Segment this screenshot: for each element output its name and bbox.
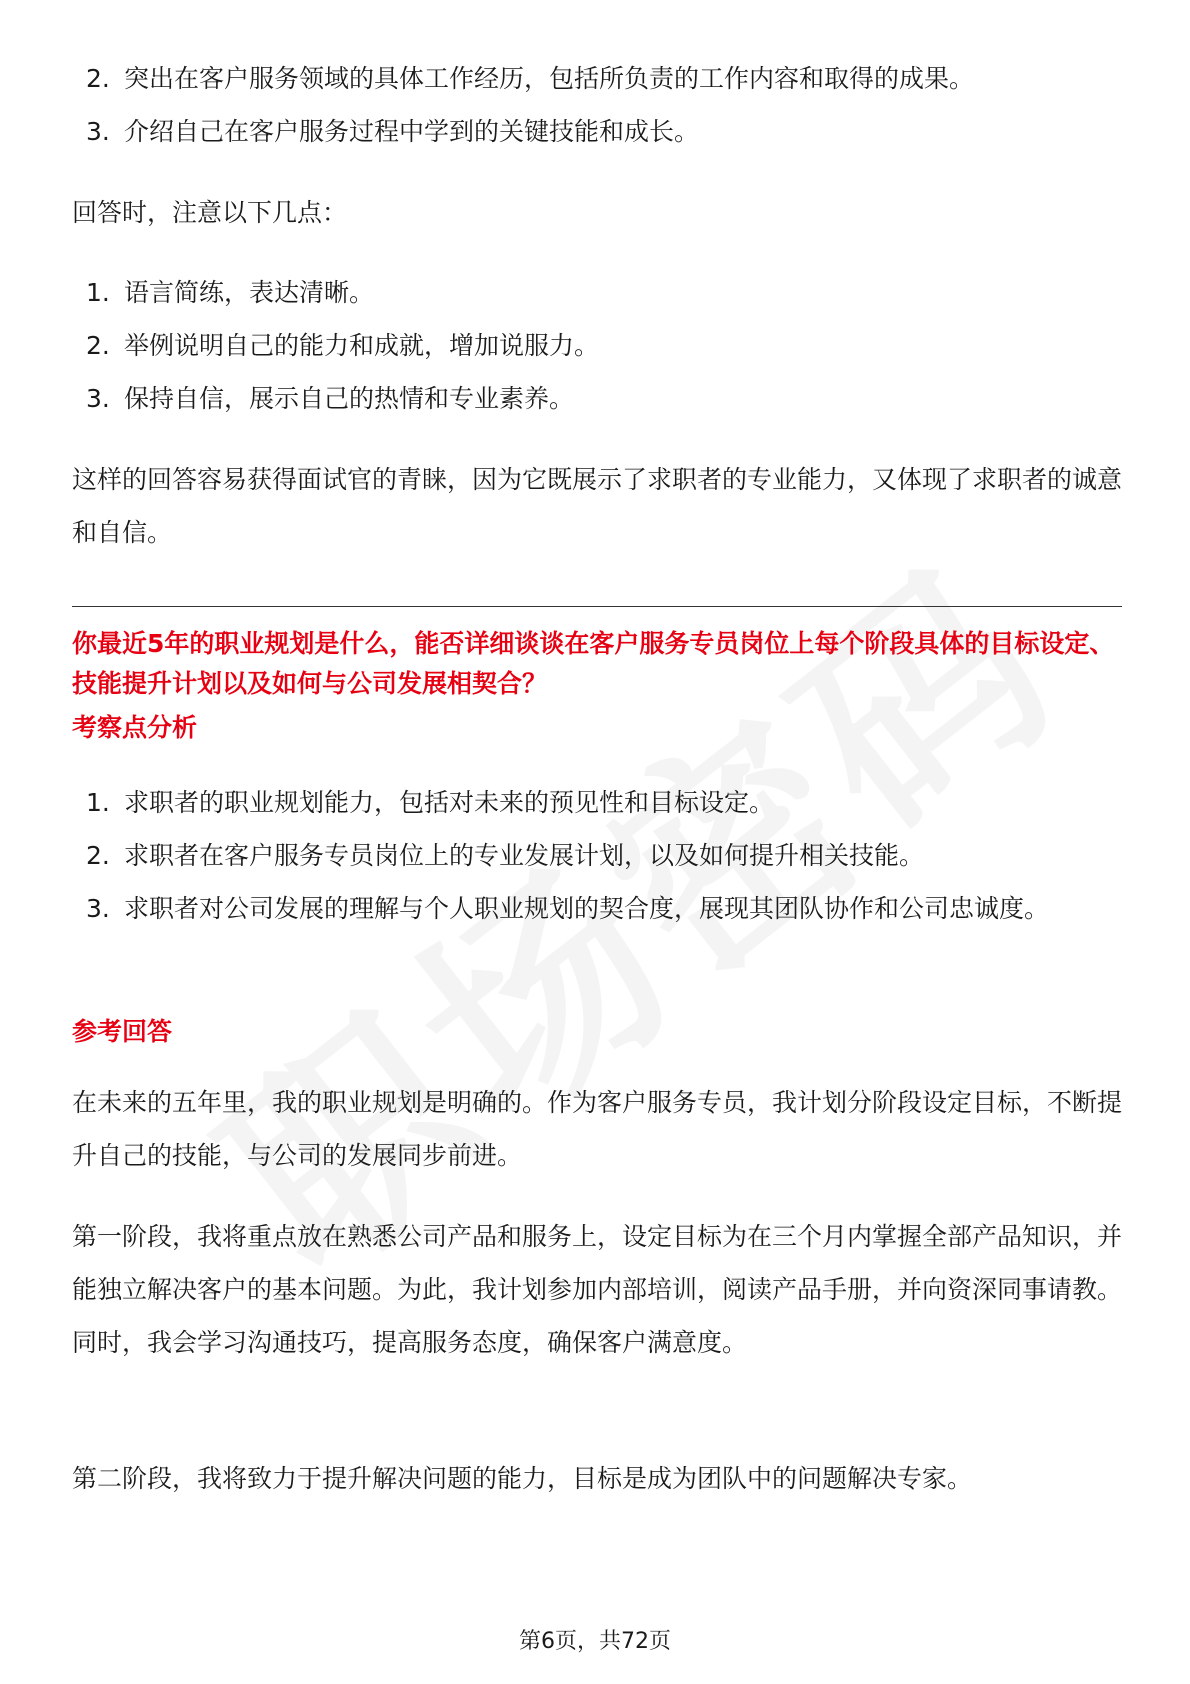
section-divider	[72, 606, 1122, 607]
answer-paragraph: 第二阶段，我将致力于提升解决问题的能力，目标是成为团队中的问题解决专家。	[72, 1464, 973, 1493]
list-item-text: 介绍自己在客户服务过程中学到的关键技能和成长。	[124, 117, 700, 146]
list-continued	[72, 52, 1122, 158]
list-item-text: 语言简练，表达清晰。	[124, 278, 375, 307]
tips-list	[72, 266, 1122, 425]
list-item: 1. 求职者的职业规划能力，包括对未来的预见性和目标设定。	[86, 788, 775, 817]
list-item-text: 求职者的职业规划能力，包括对未来的预见性和目标设定。	[124, 788, 775, 817]
list-item: 1. 语言简练，表达清晰。	[86, 278, 375, 307]
page-footer: 第6页，共72页	[519, 1629, 671, 1654]
list-item: 3. 保持自信，展示自己的热情和专业素养。	[86, 384, 575, 413]
list-item: 2. 求职者在客户服务专员岗位上的专业发展计划，以及如何提升相关技能。	[86, 841, 925, 870]
conclusion-paragraph: 这样的回答容易获得面试官的青睐，因为它既展示了求职者的专业能力，又体现了求职者的诚意和自信。	[72, 465, 1123, 547]
document-page	[72, 0, 1122, 1684]
list-item-text: 举例说明自己的能力和成就，增加说服力。	[124, 331, 600, 360]
list-item: 3. 求职者对公司发展的理解与个人职业规划的契合度，展现其团队协作和公司忠诚度。	[86, 894, 1050, 923]
answer-paragraph: 在未来的五年里，我的职业规划是明确的。作为客户服务专员，我计划分阶段设定目标，不断提升自己的技能，与公司的发展同步前进。	[72, 1088, 1123, 1170]
list-item: 2. 突出在客户服务领域的具体工作经历，包括所负责的工作内容和取得的成果。	[86, 64, 975, 93]
list-item: 2. 举例说明自己的能力和成就，增加说服力。	[86, 331, 600, 360]
question-title: 你最近5年的职业规划是什么，能否详细谈谈在客户服务专员岗位上每个阶段具体的目标设定、技能提升计划以及如何与公司发展相契合？	[72, 629, 1115, 698]
answer-paragraph: 第一阶段，我将重点放在熟悉公司产品和服务上，设定目标为在三个月内掌握全部产品知识，并能独立解决客户的基本问题。为此，我计划参加内部培训，阅读产品手册，并向资深同事请教。同时，我会学习沟通技巧，提高服务态度，确保客户满意度。	[72, 1222, 1123, 1357]
list-item-text: 求职者在客户服务专员岗位上的专业发展计划，以及如何提升相关技能。	[124, 841, 925, 870]
note-intro: 回答时，注意以下几点：	[72, 198, 348, 227]
list-item-text: 求职者对公司发展的理解与个人职业规划的契合度，展现其团队协作和公司忠诚度。	[124, 894, 1050, 923]
list-item-text: 保持自信，展示自己的热情和专业素养。	[124, 384, 575, 413]
list-item-text: 突出在客户服务领域的具体工作经历，包括所负责的工作内容和取得的成果。	[124, 64, 975, 93]
analysis-heading: 考察点分析	[72, 713, 198, 742]
analysis-list	[72, 776, 1122, 935]
answer-heading: 参考回答	[72, 1017, 173, 1046]
list-item: 3. 介绍自己在客户服务过程中学到的关键技能和成长。	[86, 117, 700, 146]
